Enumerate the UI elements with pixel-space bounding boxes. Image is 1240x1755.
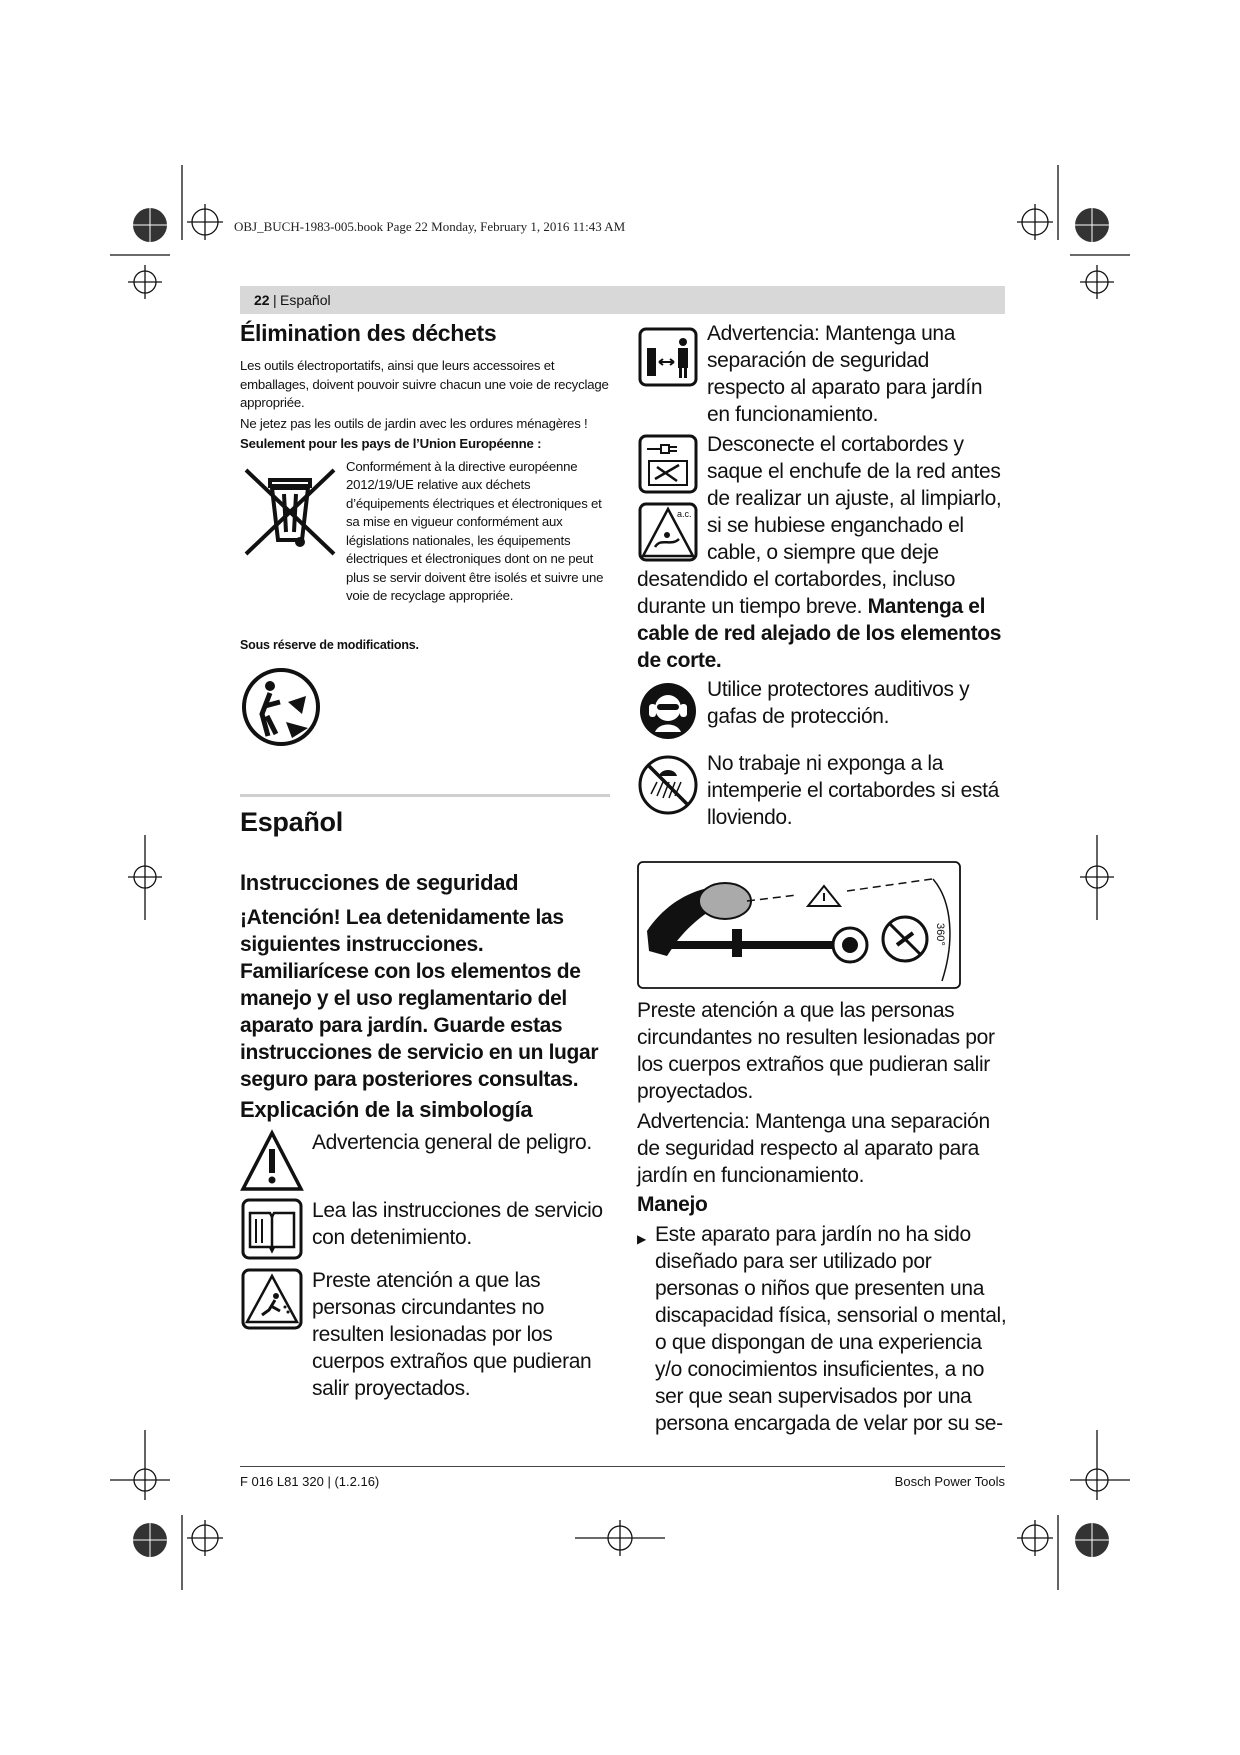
no-rain-icon — [637, 754, 699, 816]
disposal-title: Élimination des déchets — [240, 320, 497, 346]
reserve-note: Sous réserve de modifications. — [240, 637, 419, 652]
symbol-protection-row — [637, 676, 1007, 742]
manual-book-icon — [240, 1197, 304, 1261]
header-separator: | — [273, 292, 277, 308]
figure-angle-label: 360° — [934, 923, 946, 946]
symbol-distance-row — [637, 320, 1007, 428]
espanol-title: Español — [240, 807, 343, 837]
right-column — [637, 320, 1007, 1437]
ac-label: a.c. — [677, 509, 692, 519]
print-header: OBJ_BUCH-1983-005.book Page 22 Monday, February 1, 2016 11:43 AM — [234, 219, 626, 234]
footer-right: Bosch Power Tools — [894, 1474, 1005, 1489]
unplug-maintenance-icon — [637, 433, 699, 495]
trimmer-safety-figure — [637, 861, 961, 991]
unplug-bold-text: Mantenga el cable de red alejado de los elementos de corte. — [637, 595, 1002, 672]
symbol-warning-row — [240, 1129, 610, 1193]
safety-distance-icon — [637, 326, 699, 388]
disposal-paragraph-1: Les outils électroportatifs, ainsi que leurs accessoires et emballages, doivent pouvoir suivre chacun une voie de recyclage appropriée. — [240, 358, 609, 410]
symbol-manual-row — [240, 1197, 610, 1261]
crossed-bin-icon — [240, 458, 340, 558]
section-name: Español — [280, 292, 331, 308]
symbol-protection-text: Utilice protectores auditivos y gafas de protección. — [707, 678, 970, 728]
manejo-title: Manejo — [637, 1193, 708, 1216]
symbol-manual-text: Lea las instrucciones de servicio con detenimiento. — [312, 1199, 603, 1249]
section-rule — [240, 794, 610, 797]
unplug-text: Desconecte el cortabordes y saque el enchufe de la red antes de realizar un ajuste, al limpiarlo, si se hubiese enganchado el cable, o siempre que deje desatendido el cortabordes, incluso durante un tiempo breve. — [637, 433, 1002, 618]
weee-block — [240, 458, 610, 606]
symbol-warning-text: Advertencia general de peligro. — [312, 1131, 592, 1154]
power-cable-icon — [637, 501, 699, 563]
symbol-unplug-block — [637, 431, 1007, 674]
bystander-projectile-icon — [240, 1267, 304, 1331]
warning-triangle-icon — [240, 1129, 304, 1193]
manejo-bullet: ▶ Este aparato para jardín no ha sido diseñado para ser utilizado por personas o niños que presenten una discapacidad física, sensorial o mental, o que dispongan de una experiencia y/o conocimientos insuficientes, a no ser que sean supervisados por una persona encargada de velar por su se- — [637, 1221, 1007, 1437]
symbol-bystanders-row — [240, 1267, 610, 1402]
bystanders-paragraph: Preste atención a que las personas circundantes no resulten lesionadas por los cuerpos extraños que pudieran salir proyectados. — [637, 999, 995, 1103]
recycle-person-icon — [240, 666, 322, 748]
eu-directive-text: Conformément à la directive européenne 2012/19/UE relative aux déchets d’équipements électriques et électroniques et sa mise en vigueur conformément aux législations nationales, les équipements électriques et électroniques dont on ne peut plus se servir doivent être isolés et suivre une voie de recyclage appropriée. — [346, 458, 604, 603]
disposal-paragraph-2: Ne jetez pas les outils de jardin avec les ordures ménagères ! — [240, 415, 588, 431]
safety-title: Instrucciones de seguridad — [240, 870, 519, 895]
symbols-title: Explicación de la simbología — [240, 1097, 533, 1122]
ear-eye-protection-icon — [637, 680, 699, 742]
symbol-distance-text: Advertencia: Mantenga una separación de seguridad respecto al aparato para jardín en funcionamiento. — [707, 322, 983, 426]
footer-left: F 016 L81 320 | (1.2.16) — [240, 1474, 380, 1489]
symbol-bystanders-text: Preste atención a que las personas circundantes no resulten lesionadas por los cuerpos extraños que pudieran salir proyectados. — [312, 1269, 592, 1400]
eu-heading: Seulement pour les pays de l’Union Européenne : — [240, 436, 542, 451]
manejo-list — [637, 1221, 1007, 1437]
footer-rule — [240, 1466, 1005, 1467]
left-column — [240, 320, 610, 1402]
symbol-rain-text: No trabaje ni exponga a la intemperie el cortabordes si está lloviendo. — [707, 752, 999, 829]
distance-paragraph: Advertencia: Mantenga una separación de seguridad respecto al aparato para jardín en funcionamiento. — [637, 1110, 990, 1187]
page-number: 22 — [254, 292, 270, 308]
page-header-bar — [240, 286, 1005, 314]
symbol-rain-row — [637, 750, 1007, 831]
attention-paragraph: ¡Atención! Lea detenidamente las siguientes instrucciones. Familiarícese con los elementos de manejo y el uso reglamentario del aparato para jardín. Guarde estas instrucciones de servicio en un lugar seguro para posteriores consultas. — [240, 906, 599, 1091]
